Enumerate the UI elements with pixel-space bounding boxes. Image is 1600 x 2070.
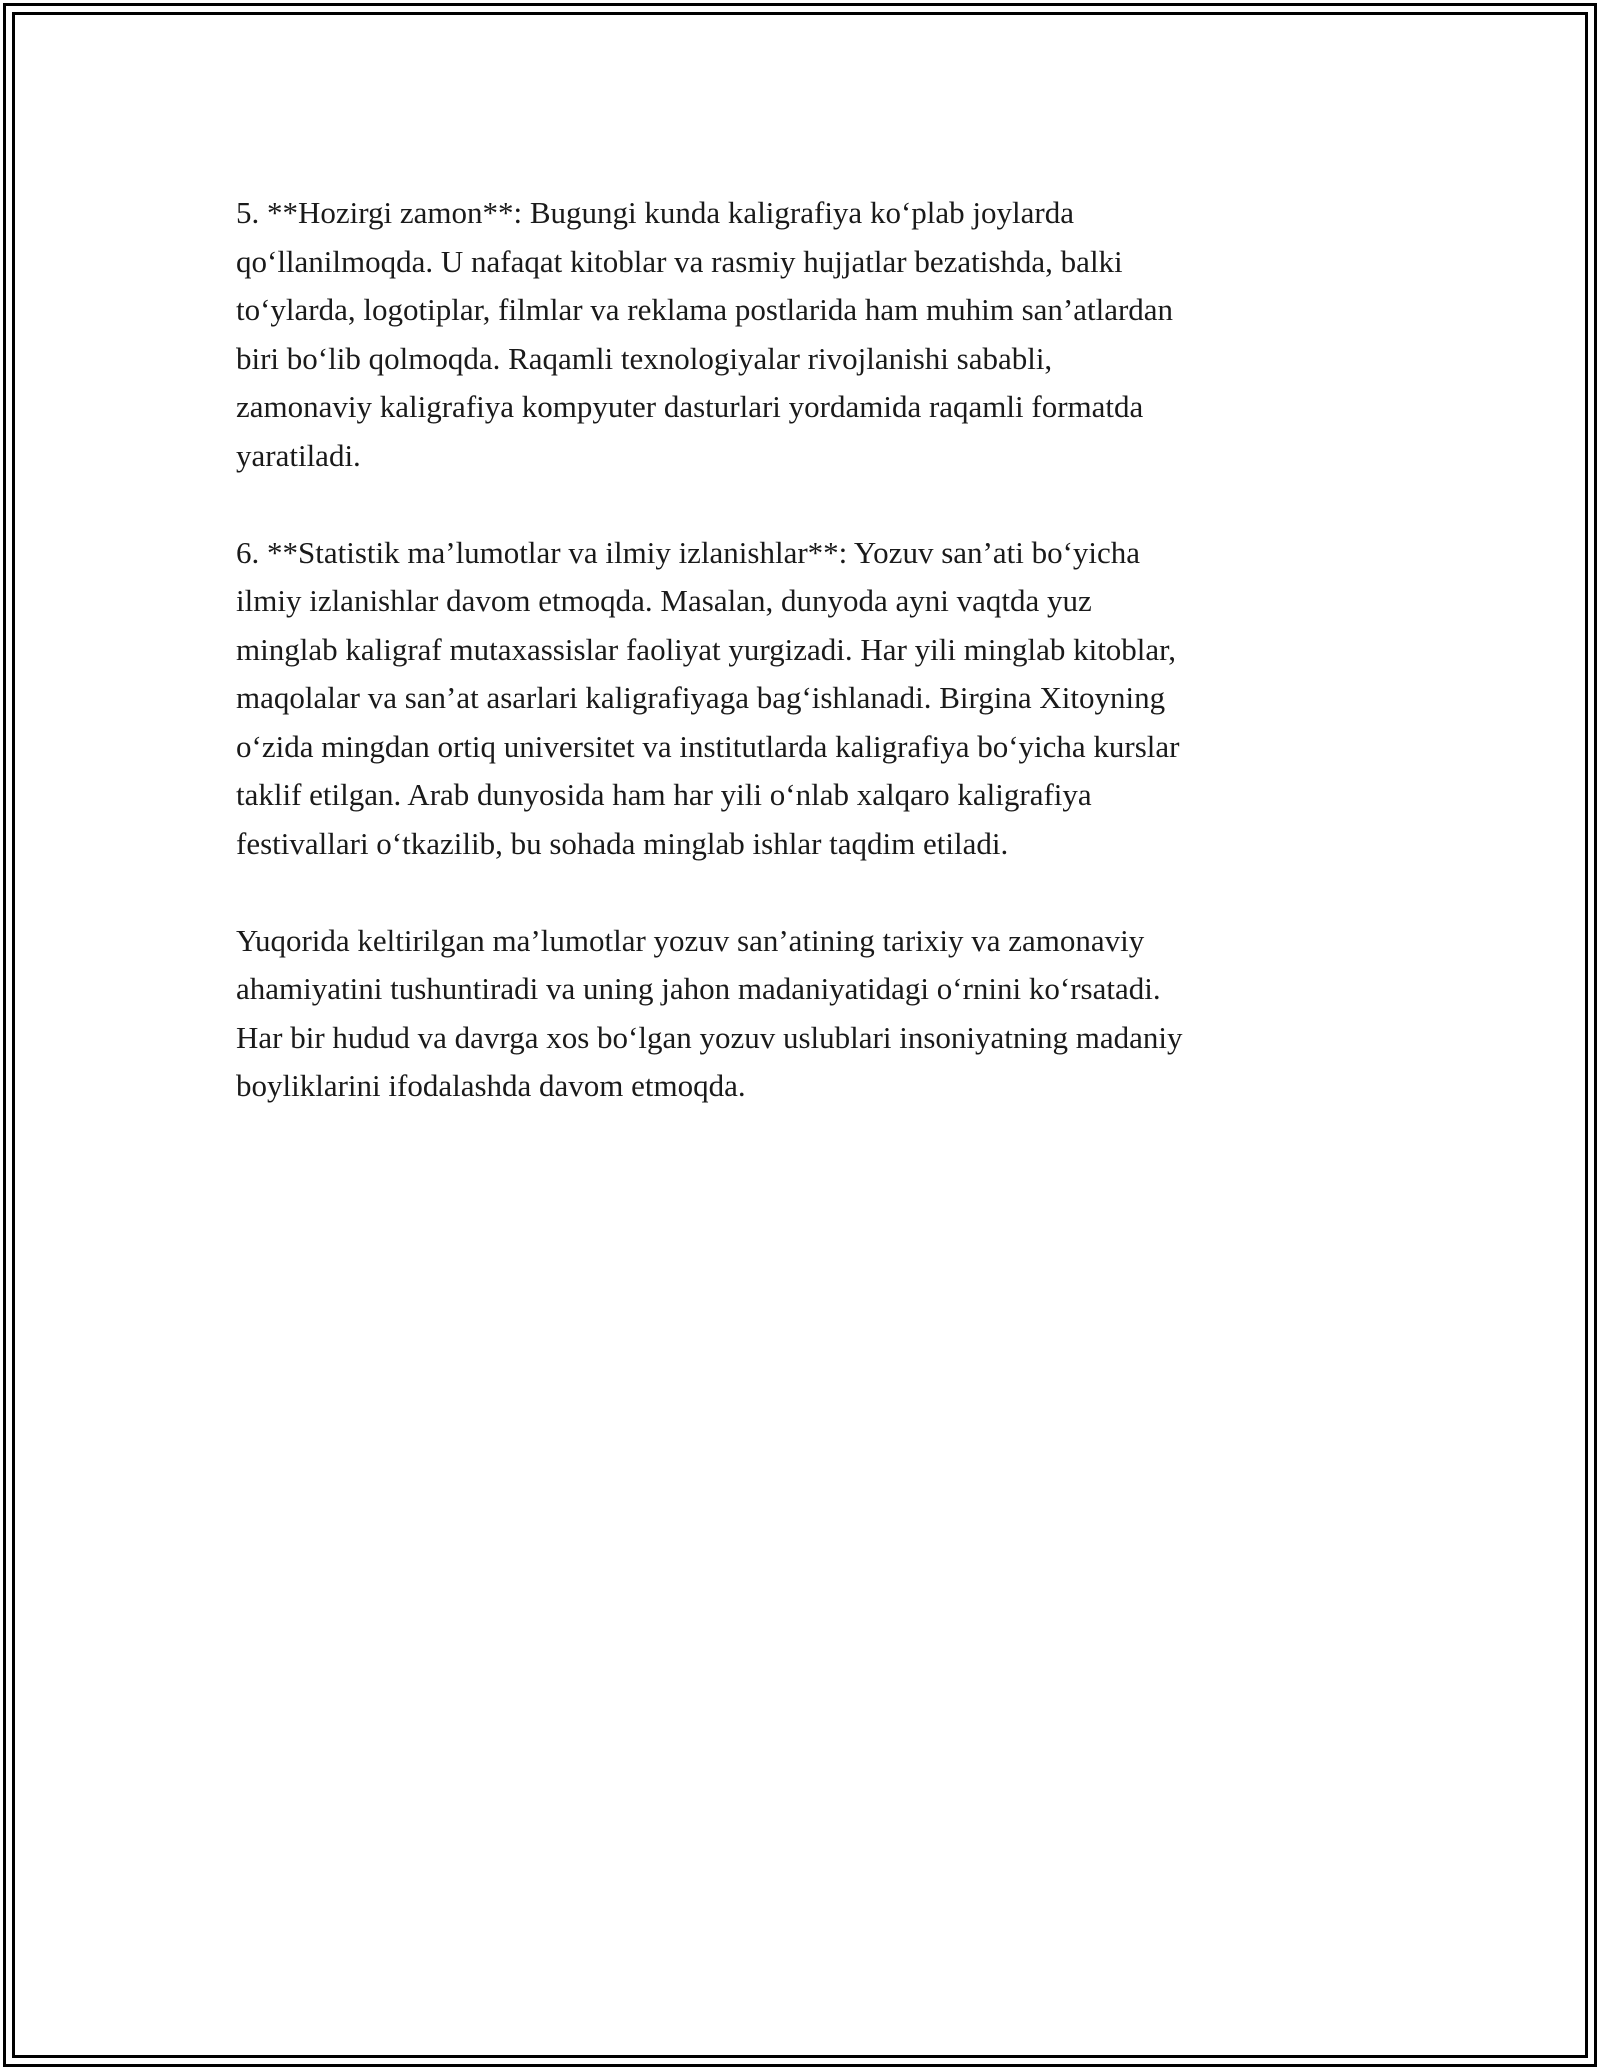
paragraph-statistics-research: 6. **Statistik ma’lumotlar va ilmiy izlanishlar**: Yozuv san’ati bo‘yicha ilmiy izlanishlar davom etmoqda. Masalan, dunyoda ayni vaqtda yuz minglab kaligraf mutaxassislar faoliyat yurgizadi. Har yili minglab kitoblar, maqolalar va san’at asarlari kaligrafiyaga bag‘ishlanadi. Birgina Xitoyning o‘zida mingdan ortiq universitet va institutlarda kaligrafiya bo‘yicha kurslar taklif etilgan. Arab dunyosida ham har yili o‘nlab xalqaro kaligrafiya festivallari o‘tkazilib, bu sohada minglab ishlar taqdim etiladi. [236, 534, 1180, 861]
paragraph-present-day: 5. **Hozirgi zamon**: Bugungi kunda kaligrafiya ko‘plab joylarda qo‘llanilmoqda. U nafaqat kitoblar va rasmiy hujjatlar bezatishda, balki to‘ylarda, logotiplar, filmlar va reklama postlarida ham muhim san’atlardan biri bo‘lib qolmoqda. Raqamli texnologiyalar rivojlanishi sababli, zamonaviy kaligrafiya kompyuter dasturlari yordamida raqamli formatda yaratiladi. [236, 195, 1174, 473]
document-body [236, 189, 1366, 1159]
paragraph-conclusion: Yuqorida keltirilgan ma’lumotlar yozuv san’atining tarixiy va zamonaviy ahamiyatini tushuntiradi va uning jahon madaniyatidagi o‘rnini ko‘rsatadi. Har bir hudud va davrga xos bo‘lgan yozuv uslublari insoniyatning madaniy boyliklarini ifodalashda davom etmoqda. [236, 922, 1183, 1103]
